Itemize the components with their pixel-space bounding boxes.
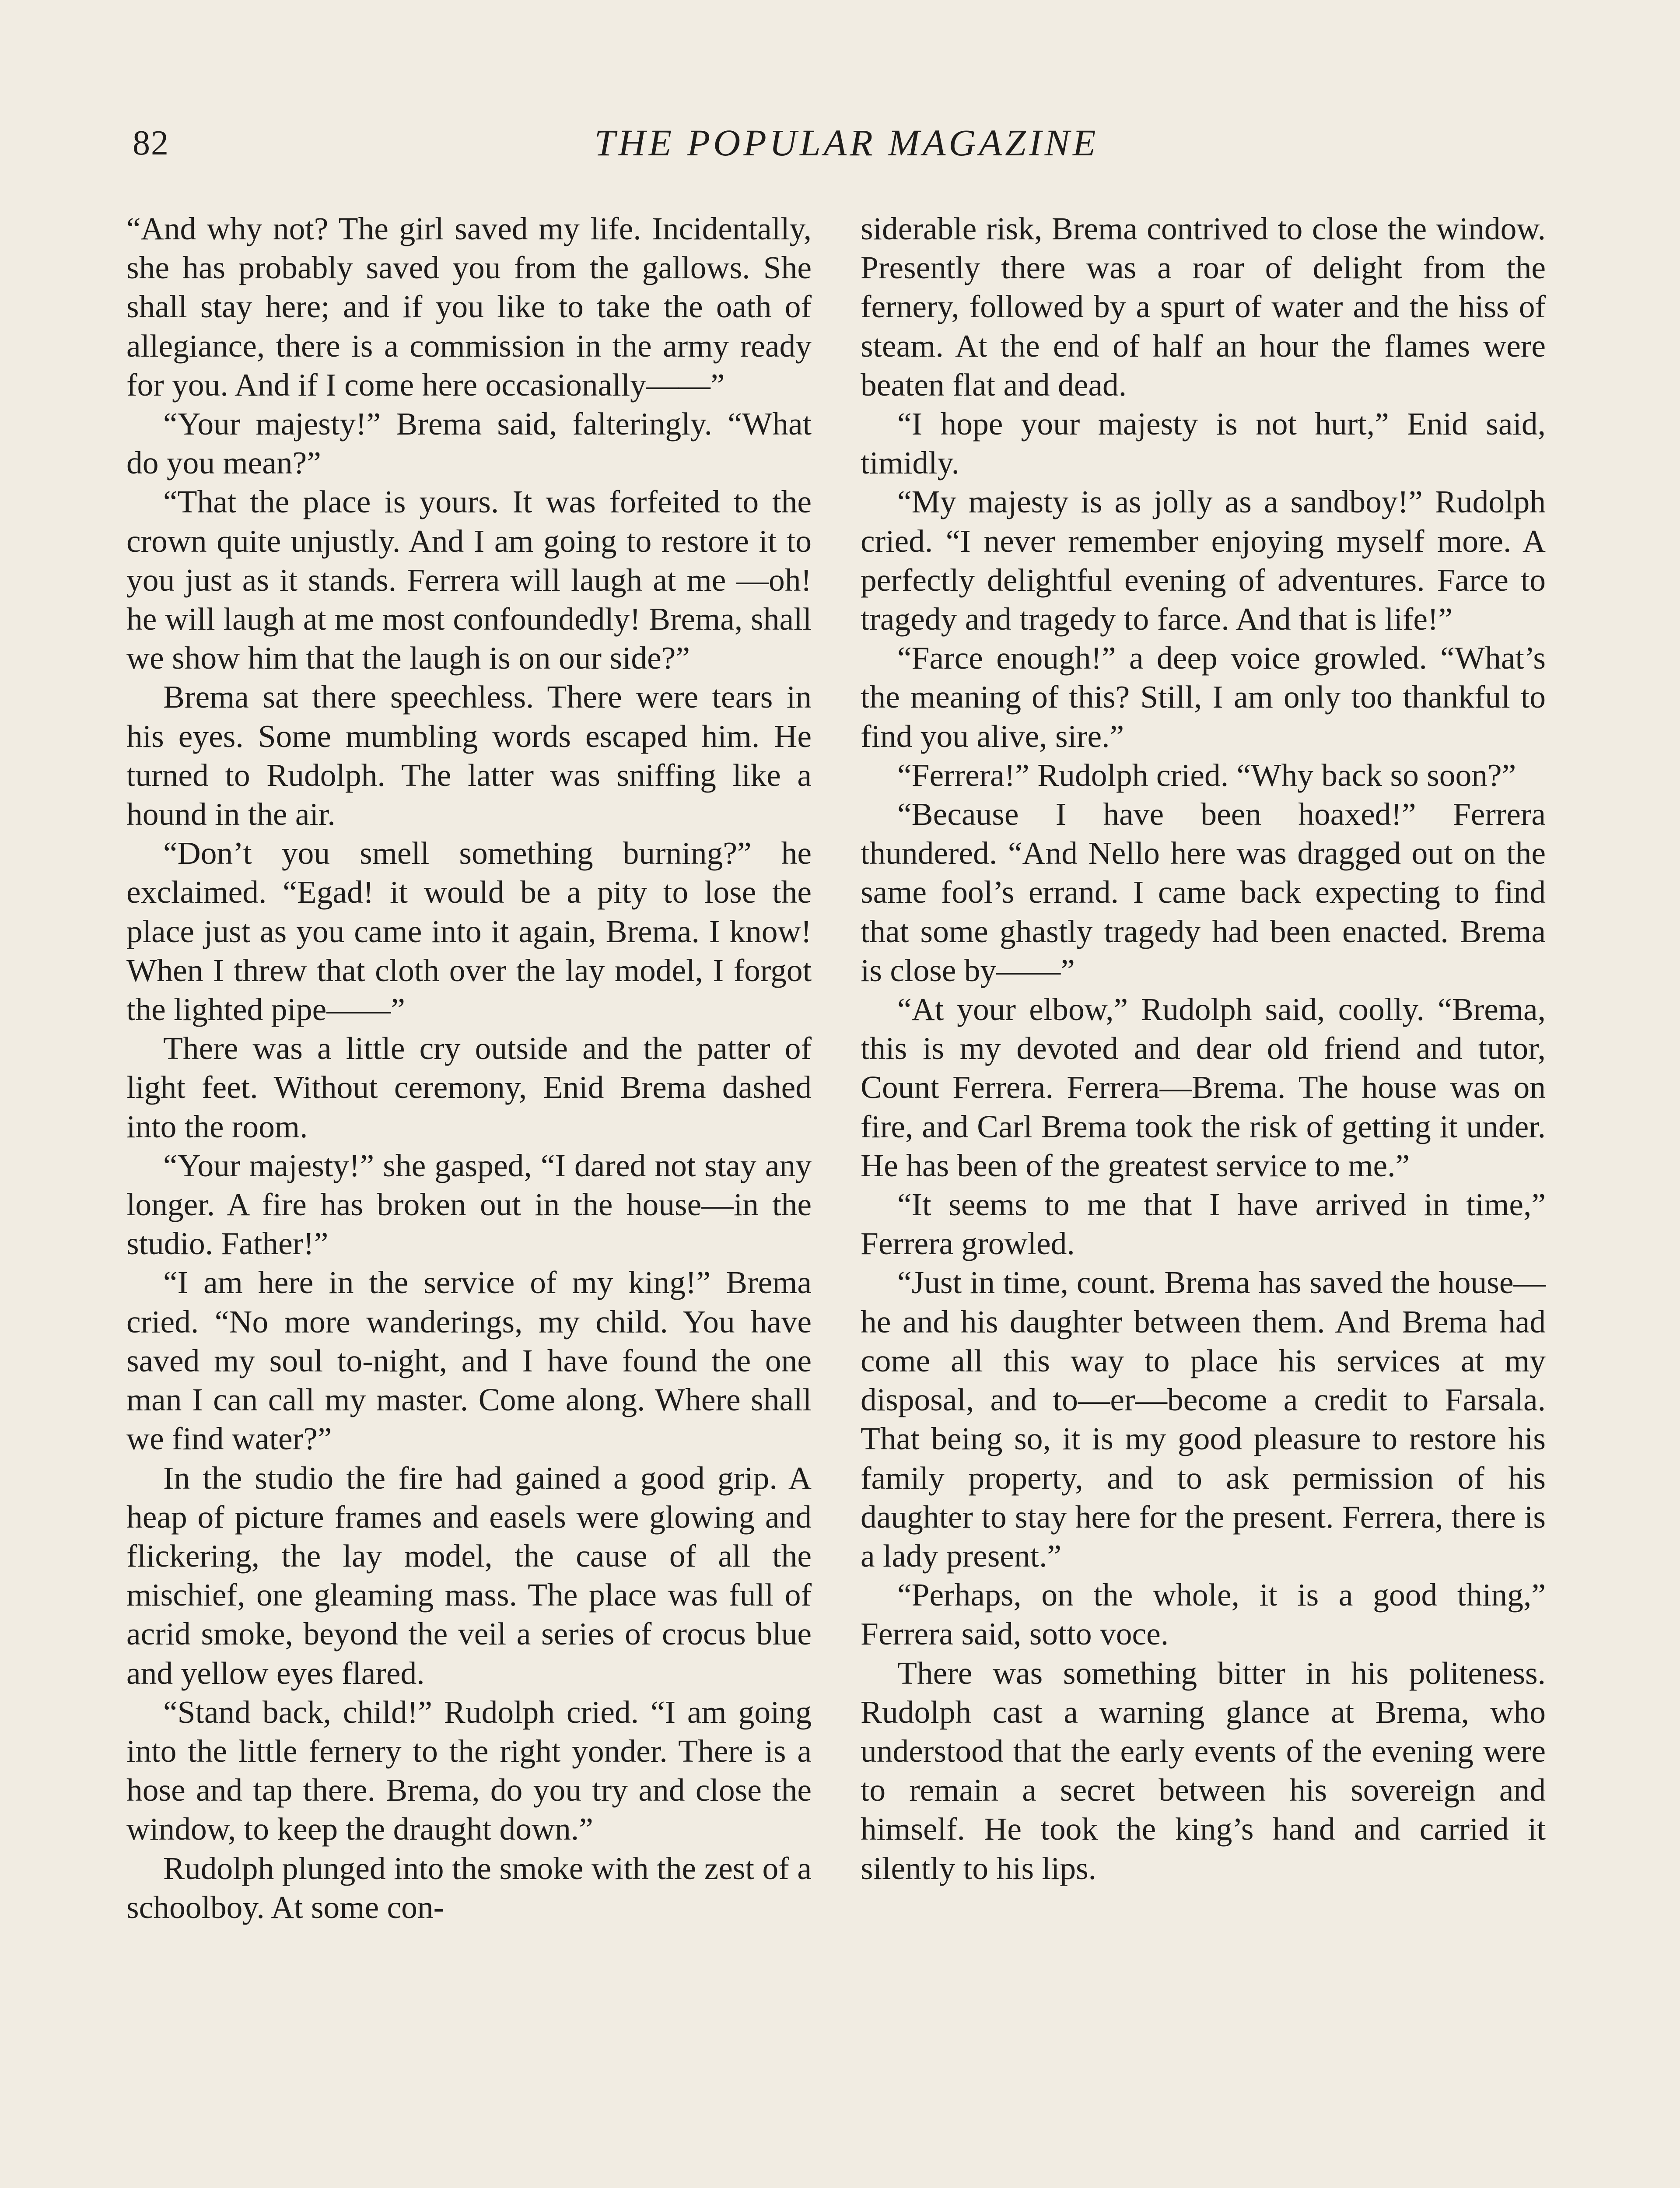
paragraph: “Your majesty!” she gasped, “I dared not stay any longer. A fire has broken out in the house—in the studio. Father!” (126, 1147, 812, 1262)
paragraph: “I hope your majesty is not hurt,” Enid said, timidly. (861, 406, 1546, 481)
paragraph: Rudolph plunged into the smoke with the zest of a schoolboy. At some con- (126, 1850, 812, 1925)
magazine-title: THE POPULAR MAGAZINE (594, 122, 1099, 164)
paragraph: There was something bitter in his politeness. Rudolph cast a warning glance at Brema, who understood that the early events of the evening were to remain a secret between his sovereign and himself. He took the king’s hand and carried it silently to his lips. (861, 1655, 1546, 1886)
paragraph: “I am here in the service of my king!” Brema cried. “No more wanderings, my child. You have saved my soul to-night, and I have found the one man I can call my master. Come along. Where shall we find water?” (126, 1265, 812, 1457)
paragraph: “That the place is yours. It was forfeited to the crown quite unjustly. And I am going to restore it to you just as it stands. Ferrera will laugh at me —oh! he will laugh at me most confoundedly! Brema, shall we show him that the laugh is on our side?” (126, 484, 812, 676)
paragraph: “Just in time, count. Brema has saved the house—he and his daughter between them. And Brema had come all this way to place his services at my disposal, and to—er—become a credit to Farsala. That being so, it is my good pleasure to restore his family property, and to ask permission of his daughter to stay here for the present. Ferrera, there is a lady present.” (861, 1265, 1546, 1574)
paragraph: “Farce enough!” a deep voice growled. “What’s the meaning of this? Still, I am only too thankful to find you alive, sire.” (861, 640, 1546, 754)
paragraph: There was a little cry outside and the patter of light feet. Without ceremony, Enid Brema dashed into the room. (126, 1031, 812, 1144)
paragraph: “My majesty is as jolly as a sandboy!” Rudolph cried. “I never remember enjoying myself more. A perfectly delightful evening of adventures. Farce to tragedy and tragedy to farce. And that is life!” (861, 484, 1546, 637)
paragraph: “Stand back, child!” Rudolph cried. “I am going into the little fernery to the right yonder. There is a hose and tap there. Brema, do you try and close the window, to keep the draught down.” (126, 1694, 812, 1847)
paragraph: “Your majesty!” Brema said, falteringly. “What do you mean?” (126, 406, 812, 481)
paragraph: Brema sat there speechless. There were tears in his eyes. Some mumbling words escaped him. He turned to Rudolph. The latter was sniffing like a hound in the air. (126, 679, 812, 832)
paragraph: “Because I have been hoaxed!” Ferrera thundered. “And Nello here was dragged out on the same fool’s errand. I came back expecting to find that some ghastly tragedy had been enacted. Brema is close by——” (861, 796, 1546, 988)
paragraph: “Ferrera!” Rudolph cried. “Why back so soon?” (897, 757, 1516, 793)
paragraph: In the studio the fire had gained a good grip. A heap of picture frames and easels were glowing and flickering, the lay model, the cause of all the mischief, one gleaming mass. The place was full of acrid smoke, beyond the veil a series of crocus blue and yellow eyes flared. (126, 1460, 812, 1691)
paragraph: “At your elbow,” Rudolph said, coolly. “Brema, this is my devoted and dear old friend and tutor, Count Ferrera. Ferrera—Brema. The house was on fire, and Carl Brema took the risk of getting it under. He has been of the greatest service to me.” (861, 992, 1546, 1183)
paragraph: “And why not? The girl saved my life. Incidentally, she has probably saved you from the gallows. She shall stay here; and if you like to take the oath of allegiance, there is a commission in the army ready for you. And if I come here occasionally——” (126, 211, 812, 403)
right-column (861, 209, 1546, 1888)
paragraph: “Don’t you smell something burning?” he exclaimed. “Egad! it would be a pity to lose the place just as you came into it again, Brema. I know! When I threw that cloth over the lay model, I forgot the lighted pipe——” (126, 835, 812, 1027)
paragraph: “It seems to me that I have arrived in time,” Ferrera growled. (861, 1187, 1546, 1262)
paragraph: “Perhaps, on the whole, it is a good thing,” Ferrera said, sotto voce. (861, 1577, 1546, 1652)
paragraph: siderable risk, Brema contrived to close the window. Presently there was a roar of delight from the fernery, followed by a spurt of water and the hiss of steam. At the end of half an hour the flames were beaten flat and dead. (861, 211, 1546, 403)
page-number: 82 (133, 124, 169, 162)
left-column (126, 209, 812, 1927)
